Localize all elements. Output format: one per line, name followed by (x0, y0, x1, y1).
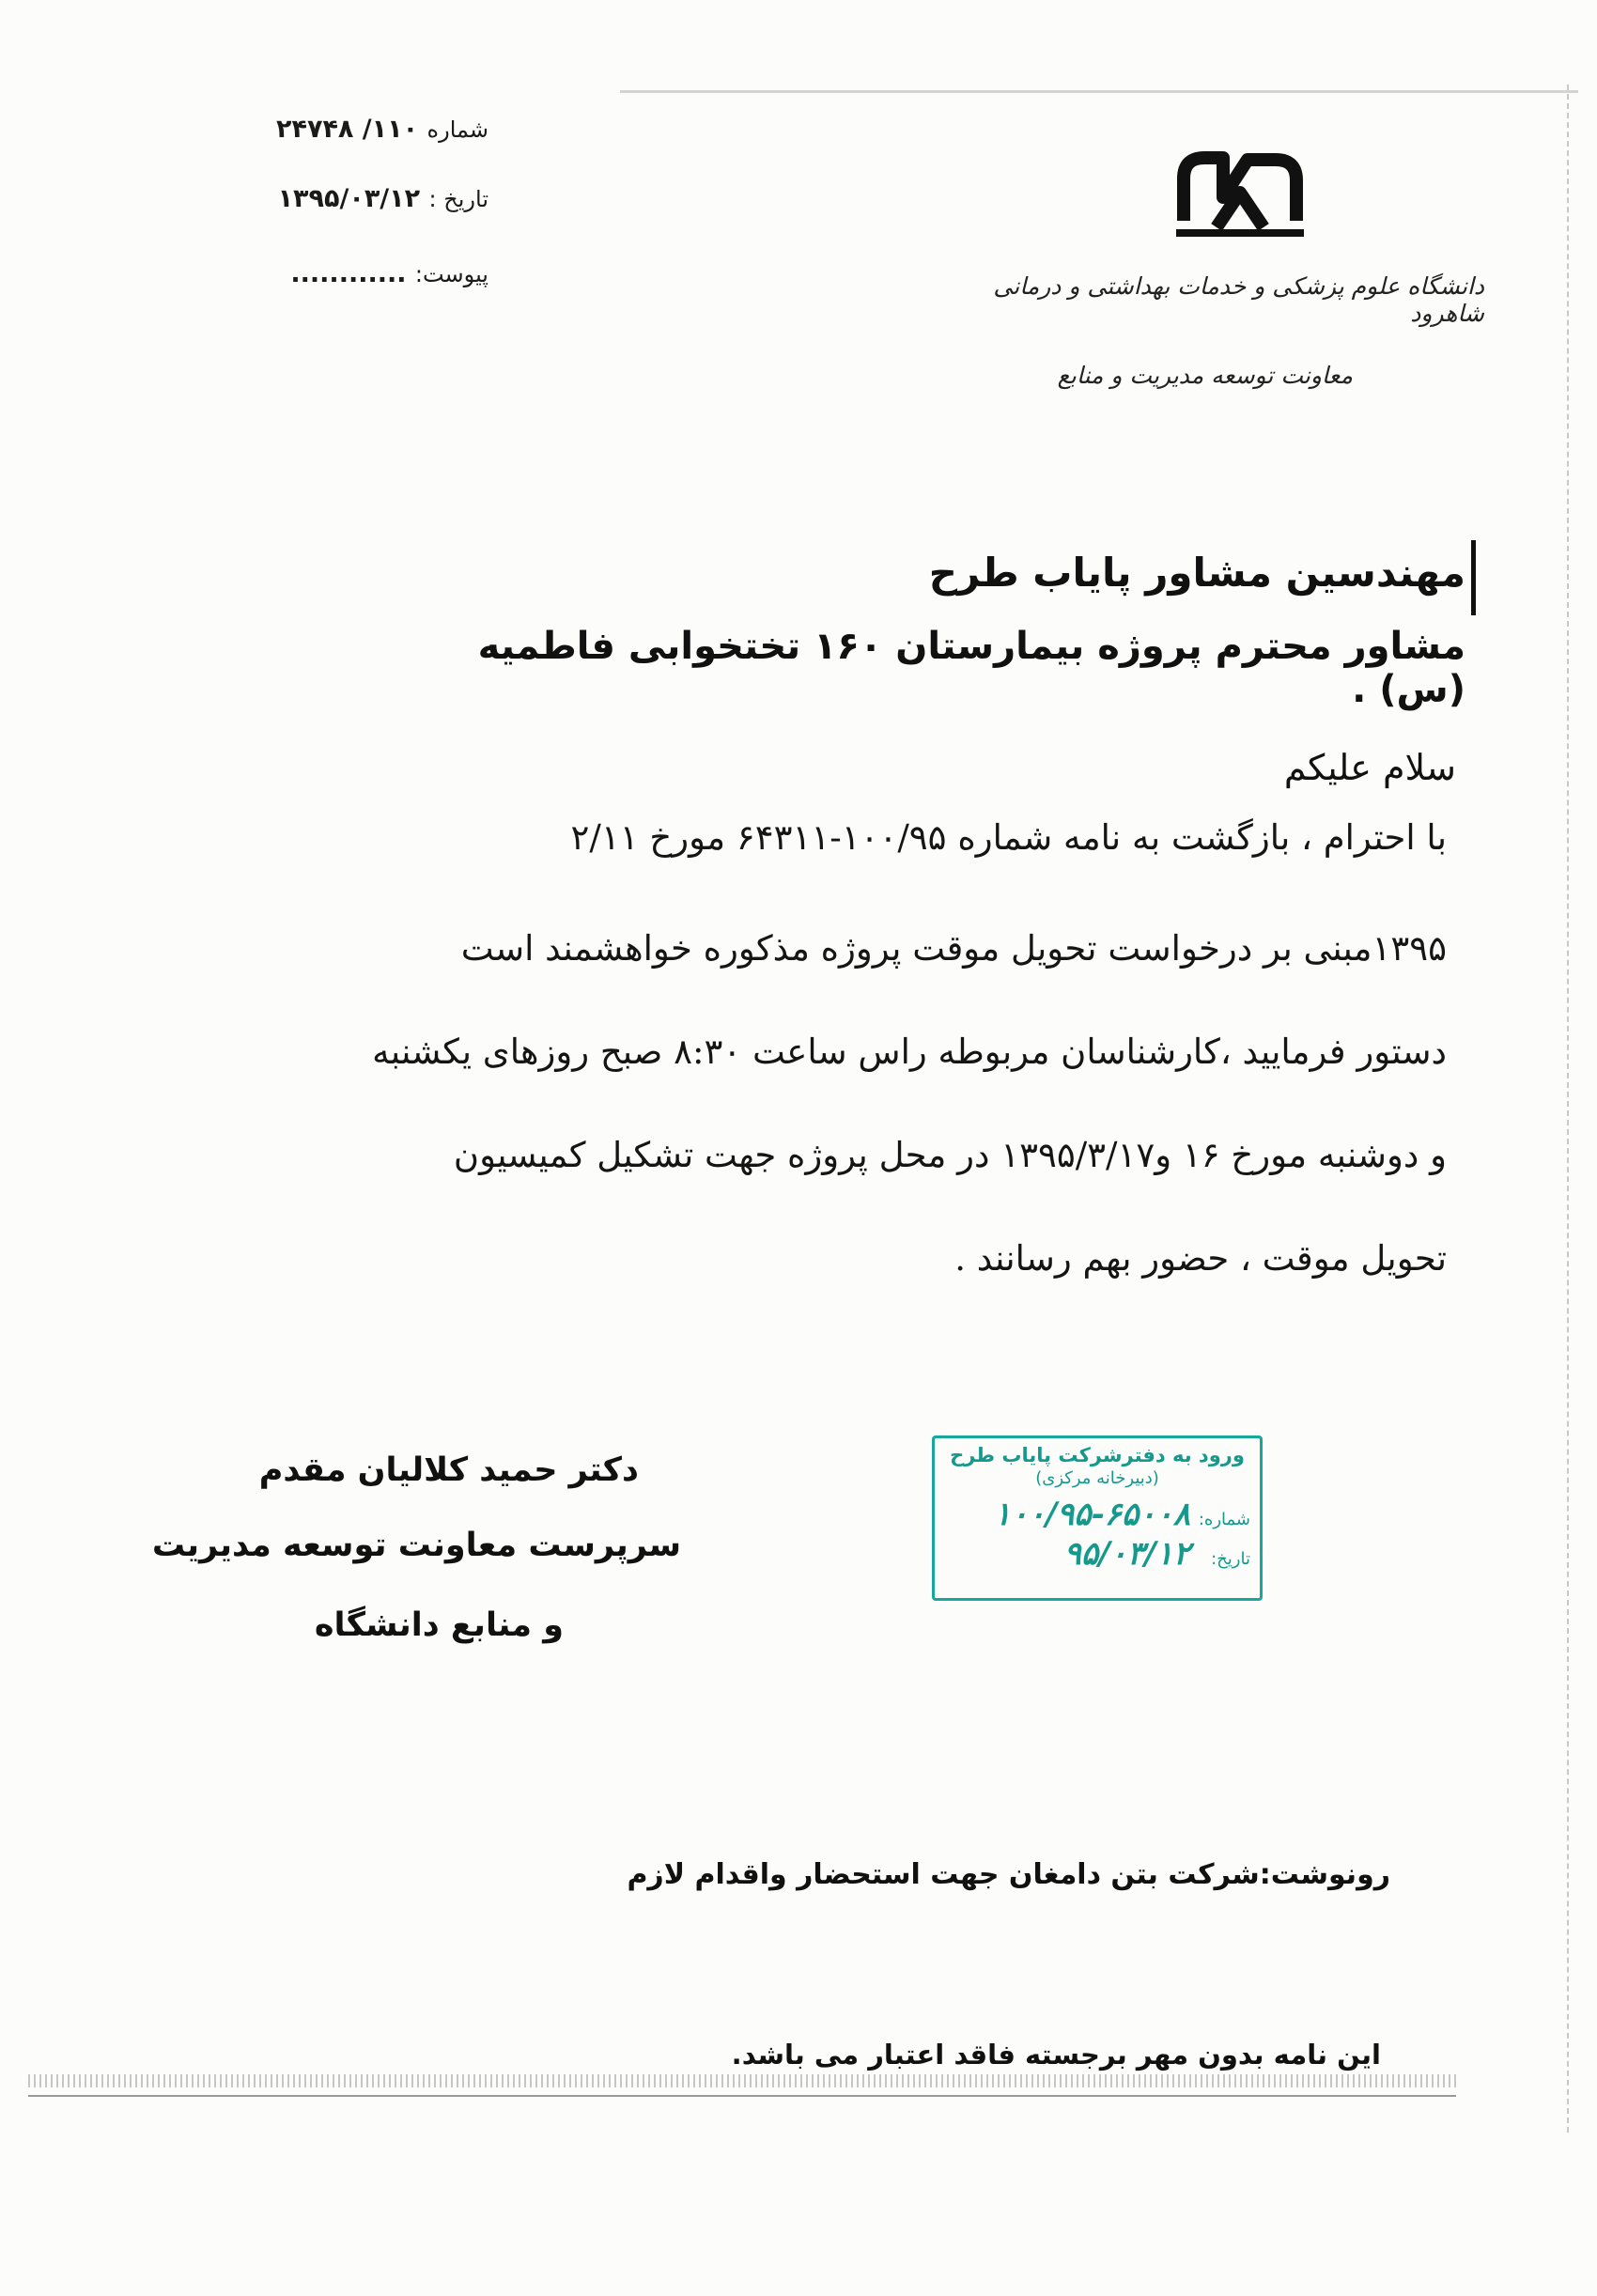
stamp-subtitle: (دبیرخانه مرکزی) (1035, 1468, 1159, 1488)
stamp-title: ورود به دفترشرکت پایاب طرح (950, 1444, 1245, 1466)
body-line: با احترام ، بازگشت به نامه شماره ۱۰۰/۹۵-۶۴۳۱۱ مورخ ۲/۱۱ (570, 817, 1447, 858)
stamp-date-value: ۹۵/۰۳/۱۲ (1063, 1535, 1190, 1573)
letter-date-label: تاریخ : (428, 186, 488, 212)
letter-number-value: ۱۱۰/ ۲۴۷۴۸ (276, 115, 419, 144)
university-name: دانشگاه علوم پزشکی و خدمات بهداشتی و درمانی شاهرود (993, 272, 1484, 327)
stamp-date-label: تاریخ: (1211, 1549, 1250, 1569)
scan-edge-top (620, 90, 1578, 93)
stamp-number-row (944, 1496, 1250, 1533)
signatory-title: سرپرست معاونت توسعه مدیریت (151, 1527, 681, 1564)
stamp-number-value: ۱۰۰/۹۵-۶۵۰۰۸ (993, 1496, 1190, 1533)
letter-attachment-label: پیوست: (414, 261, 488, 287)
scan-edge-bottom (28, 2074, 1456, 2087)
validity-footnote: این نامه بدون مهر برجسته فاقد اعتبار می باشد. (731, 2039, 1381, 2071)
body-line: دستور فرمایید ،کارشناسان مربوطه راس ساعت ۸:۳۰ صبح روزهای یکشنبه (372, 1032, 1447, 1072)
receipt-stamp (932, 1435, 1263, 1601)
signatory-title-continued: و منابع دانشگاه (314, 1606, 564, 1644)
scan-edge-right (1567, 85, 1597, 2133)
addressee-marker (1471, 540, 1476, 615)
carbon-copy-note: رونوشت:شرکت بتن دامغان جهت استحضار واقدام لازم (627, 1858, 1390, 1891)
university-emblem-icon (1165, 141, 1315, 244)
scan-edge-bottom-line (28, 2095, 1456, 2097)
body-line: و دوشنبه مورخ ۱۶ و۱۳۹۵/۳/۱۷ در محل پروژه جهت تشکیل کمیسیون (453, 1135, 1447, 1175)
letter-attachment-value: ............ (290, 259, 407, 288)
stamp-number-label: شماره: (1198, 1510, 1250, 1529)
signatory-name: دکتر حمید کلالیان مقدم (258, 1451, 639, 1489)
stamp-date-row (944, 1535, 1250, 1573)
letter-date (141, 184, 488, 213)
addressee-company: مهندسین مشاور پایاب طرح (928, 550, 1465, 596)
addressee-role: مشاور محترم پروژه بیمارستان ۱۶۰ تختخوابی فاطمیه (س) . (477, 625, 1465, 711)
body-line: تحویل موقت ، حضور بهم رسانند . (954, 1238, 1447, 1279)
letter-date-value: ۱۳۹۵/۰۳/۱۲ (277, 184, 421, 213)
greeting: سلام علیکم (1283, 747, 1456, 788)
letter-number-label: شماره (426, 116, 488, 143)
letter-number (141, 115, 488, 144)
body-line: ۱۳۹۵مبنی بر درخواست تحویل موقت پروژه مذکوره خواهشمند است (460, 928, 1447, 969)
letter-attachment (141, 259, 488, 288)
department-name: معاونت توسعه مدیریت و منابع (1057, 362, 1353, 389)
